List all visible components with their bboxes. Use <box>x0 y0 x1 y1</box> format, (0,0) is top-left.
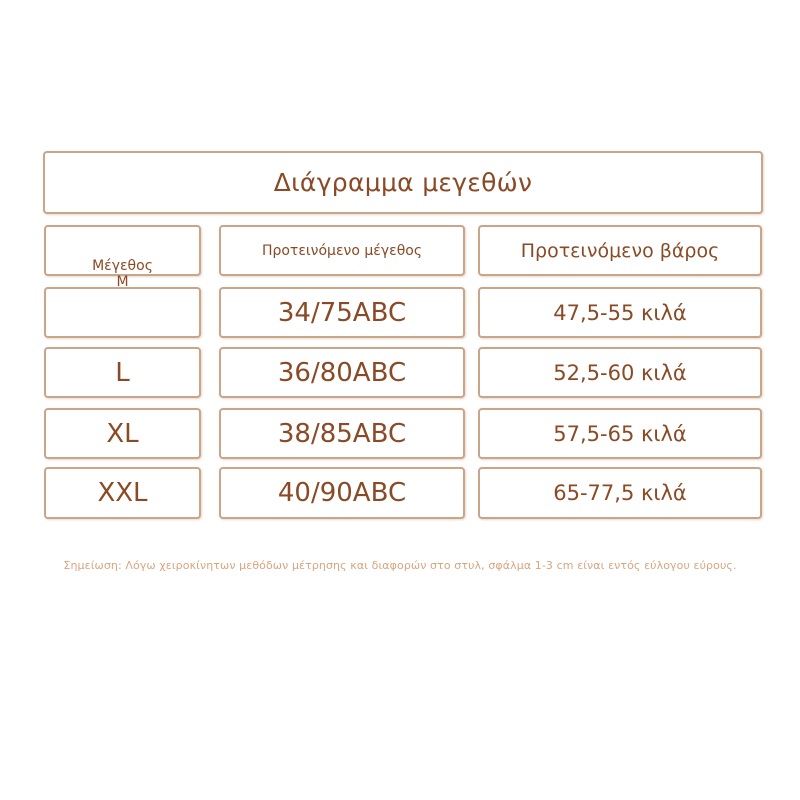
size-label-m: M <box>116 274 129 290</box>
size-cell-l: L <box>44 347 201 398</box>
size-chart-title: Διάγραμμα μεγεθών <box>43 151 763 214</box>
header-size-label: Μέγεθος <box>92 258 153 274</box>
weight-cell: 65-77,5 κιλά <box>478 467 762 519</box>
bra-size-cell: 36/80ABC <box>219 347 465 398</box>
header-recommended-weight: Προτεινόμενο βάρος <box>478 225 762 276</box>
size-header-label-stack <box>44 258 201 290</box>
bra-size-cell: 40/90ABC <box>219 467 465 519</box>
weight-cell: 52,5-60 κιλά <box>478 347 762 398</box>
size-cell-m <box>44 287 201 338</box>
size-cell-xxl: XXL <box>44 467 201 519</box>
size-cell-xl: XL <box>44 408 201 459</box>
weight-cell: 47,5-55 κιλά <box>478 287 762 338</box>
header-recommended-size: Προτεινόμενο μέγεθος <box>219 225 465 276</box>
bra-size-cell: 38/85ABC <box>219 408 465 459</box>
weight-cell: 57,5-65 κιλά <box>478 408 762 459</box>
bra-size-cell: 34/75ABC <box>219 287 465 338</box>
measurement-note: Σημείωση: Λόγω χειροκίνητων μεθόδων μέτρησης και διαφορών στο στυλ, σφάλμα 1-3 cm είναι εντός εύλογου εύρους. <box>63 559 737 572</box>
